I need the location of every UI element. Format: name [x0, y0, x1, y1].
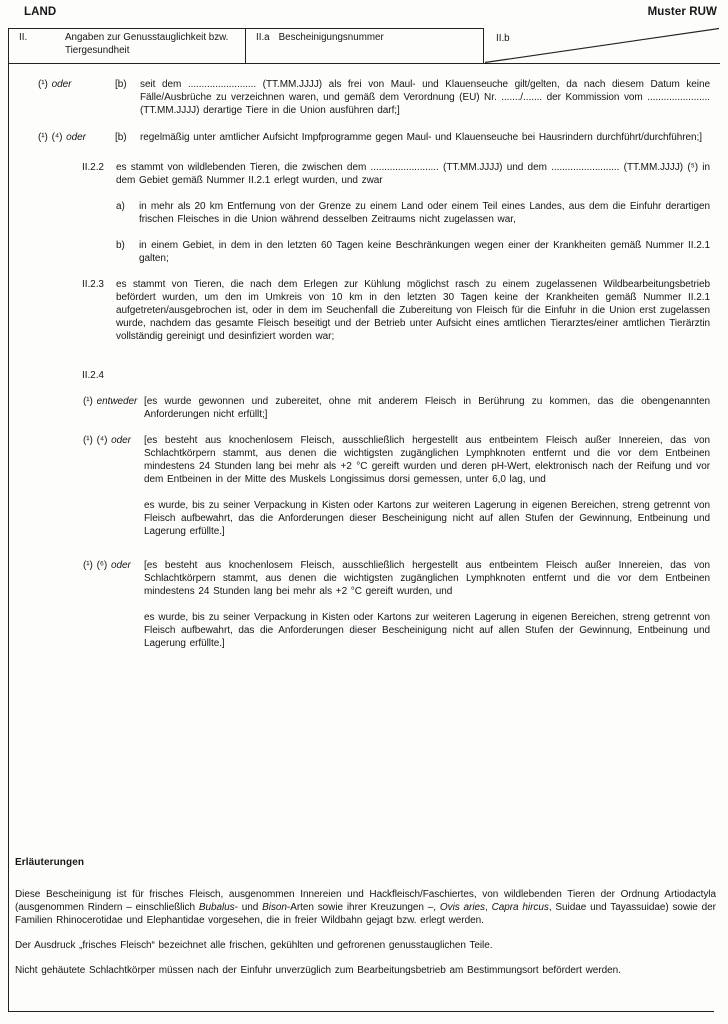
notes-paragraph-definition: Der Ausdruck „frisches Fleisch“ bezeichnet alle frischen, gekühlten und gefrorenen genusstauglichen Teile. [15, 940, 493, 951]
part-title: Angaben zur Genusstauglichkeit bzw. Tiergesundheit [65, 32, 229, 56]
certificate-header-table [8, 28, 720, 64]
condition-word: oder [110, 560, 131, 571]
footnote-ref: (¹) [83, 396, 93, 407]
diagonal-strikethrough-line [484, 28, 720, 63]
clause-condition-label [83, 434, 144, 447]
notes-paragraph-carcases: Nicht gehäutete Schlachtkörper müssen nach der Einfuhr unverzüglich zum Bearbeitungsbetrieb am Bestimmungsort befördert werden. [15, 965, 621, 976]
condition-word: oder [66, 132, 86, 143]
footnote-ref: (¹) (⁴) [83, 435, 108, 446]
clause-text: es stammt von Tieren, die nach dem Erlegen zur Kühlung möglichst rasch zu einem zugelassenen Wildbearbeitungsbetrieb befördert wurden, um den im Umkreis von 10 km in den letzten 30 Tagen keine der Krankheiten gemäß Nummer II.2.1 aufgetreten/ausgebrochen ist, oder in dem im Seuchenfall die Zubereitung von Fleisch für die Einfuhr in die Union erst zugelassen wurde, nachdem das gesamte Fleisch beseitigt und der Betrieb unter Aufsicht eines amtlichen Tierarztes/einer amtlichen Tierärztin vollständig gereinigt und desinfiziert worden war; [116, 279, 710, 342]
clause-text: seit dem ......................... (TT.MM.JJJJ) als frei von Maul- und Klauenseuche gilt/gelten, da nach diesem Datum keine Fälle/Ausbrüche zu verzeichnen waren, und gemäß dem Verordnung (EU) Nr. ......./....... der Kommission vom ....................... (TT.MM.JJJJ) derartige Tiere in die Union ausführen darf;] [140, 79, 710, 116]
clause-number: II.2.2 [82, 162, 104, 173]
clause-paragraph: es wurde, bis zu seiner Verpackung in Kisten oder Kartons zur weiteren Lagerung in eigenen Bereichen, streng getrennt von Fleisch aufbewahrt, das die Anforderungen dieser Bescheinigung nicht auf allen Stufen der Gewinnung, Entbeinung und Lagerung erfüllte.] [144, 612, 710, 649]
clause-paragraph: [es besteht aus knochenlosem Fleisch, ausschließlich hergestellt aus entbeintem Fleisch außer Innereien, das von Schlachtkörpern stammt, aus denen die wichtigsten zugänglichen Lymphknoten entfernt und die vor dem Entbeinen mindestens 24 Stunden lang bei mehr als +2 °C gereift wurden und deren pH-Wert, elektronisch nach der Reifung und vor dem Entbeinen in der Mitte des Muskels Longissimus dorsi gemessen, unter 6,0 lag, und [144, 435, 710, 485]
clause-row-entweder [83, 395, 714, 421]
footnote-ref: (¹) (⁶) [83, 560, 108, 571]
subclause-text: in mehr als 20 km Entfernung von der Grenze zu einem Land oder einem Teil eines Landes, aus dem die Einfuhr derartigen frischen Fleisches in die Union während desselben Zeitraums nicht zugelassen war, [139, 201, 710, 225]
clause-row-II.2.3 [82, 278, 714, 343]
clause-paragraph: [es besteht aus knochenlosem Fleisch, ausschließlich hergestellt aus entbeintem Fleisch außer Innereien, das von Schlachtkörpern stammt, aus denen die wichtigsten zugänglichen Lymphknoten entfernt und die vor dem Entbeinen mindestens 24 Stunden lang bei mehr als +2 °C gereift wurden, und [144, 560, 710, 597]
part-number: II. [19, 32, 28, 43]
clause-row-or-b2 [38, 131, 714, 144]
species-name: Capra hircus [491, 902, 549, 913]
clause-text: [es wurde gewonnen und zubereitet, ohne mit anderem Fleisch in Berührung zu kommen, das die obengenannten Anforderungen nicht erfüllt;] [144, 396, 710, 420]
clause-condition-label [38, 78, 115, 91]
clause-marker: [b) [115, 132, 127, 143]
footnote-ref: (¹) [38, 79, 48, 90]
clause-marker: [b) [115, 79, 127, 90]
clause-condition-label [38, 131, 115, 144]
clause-condition-label [83, 559, 144, 572]
clause-row-II.2.2 [82, 161, 714, 187]
subclause-marker: b) [116, 240, 125, 251]
clause-row-or-b1 [38, 78, 714, 117]
clause-row-oder-4 [83, 434, 714, 538]
subclause-row-a [116, 200, 714, 226]
reference-cell [483, 28, 720, 63]
condition-word: oder [111, 435, 131, 446]
clause-condition-label [83, 395, 144, 408]
condition-word: oder [51, 79, 72, 90]
footnote-ref: (¹) (⁴) [38, 132, 63, 143]
subclause-text: in einem Gebiet, in dem in den letzten 60 Tagen keine Beschränkungen wegen einer der Krankheiten gemäß Nummer II.2.1 galten; [139, 240, 710, 264]
clause-row-II.2.4 [82, 369, 714, 382]
explanatory-notes [15, 856, 716, 977]
notes-heading: Erläuterungen [15, 857, 85, 868]
clause-text: es stammt von wildlebenden Tieren, die zwischen dem ......................... (TT.MM.JJJJ) und dem ......................... (TT.MM.JJJJ) (⁵) in dem Gebiet gemäß Nummer II.2.1 erlegt wurden, und zwar [116, 162, 710, 186]
clause-text: regelmäßig unter amtlicher Aufsicht Impfprogramme gegen Maul- und Klauenseuche bei Hausrindern durchführt/durchführen;] [140, 132, 703, 143]
clause-text [144, 559, 710, 650]
certificate-number-cell [245, 28, 483, 63]
certificate-body [8, 64, 714, 1012]
model-label: Muster RUW [647, 6, 717, 18]
clause-paragraph: es wurde, bis zu seiner Verpackung in Kisten oder Kartons zur weiteren Lagerung in eigenen Bereichen, streng getrennt von Fleisch aufbewahrt, das die Anforderungen dieser Bescheinigung nicht auf allen Stufen der Gewinnung, Entbeinung und Lagerung erfüllte.] [144, 500, 710, 537]
clause-number: II.2.4 [82, 370, 104, 381]
subclause-row-b [116, 239, 714, 265]
reference-code: II.b [496, 33, 510, 44]
country-label: LAND [24, 6, 57, 18]
certificate-number-code: II.a [256, 32, 270, 43]
notes-paragraph-scope: Diese Bescheinigung ist für frisches Fleisch, ausgenommen Innereien und Hackfleisch/Faschiertes, von wildlebenden Tieren der Ordnung Artiodactyla (ausgenommen Rindern – einschließlich Bubalus- und Bison-Arten sowie ihrer Kreuzungen –, Ovis aries, Capra hircus, Suidae und Tayassuidae) sowie der Familien Rhinocerotidae und Elephantidae vorgesehen, die in freier Wildbahn gejagt bzw. erlegt werden. [15, 889, 716, 926]
certificate-number-label: Bescheinigungsnummer [278, 32, 384, 43]
clause-text [144, 434, 710, 538]
species-name: Bison [262, 902, 287, 913]
clause-row-oder-6 [83, 559, 714, 650]
part-title-cell [8, 28, 245, 63]
subclause-marker: a) [116, 201, 125, 212]
species-name: Bubalus [198, 902, 235, 913]
page-header [24, 6, 717, 18]
clause-number: II.2.3 [82, 279, 104, 290]
condition-word: entweder [96, 396, 138, 407]
species-name: Ovis aries [439, 902, 485, 913]
